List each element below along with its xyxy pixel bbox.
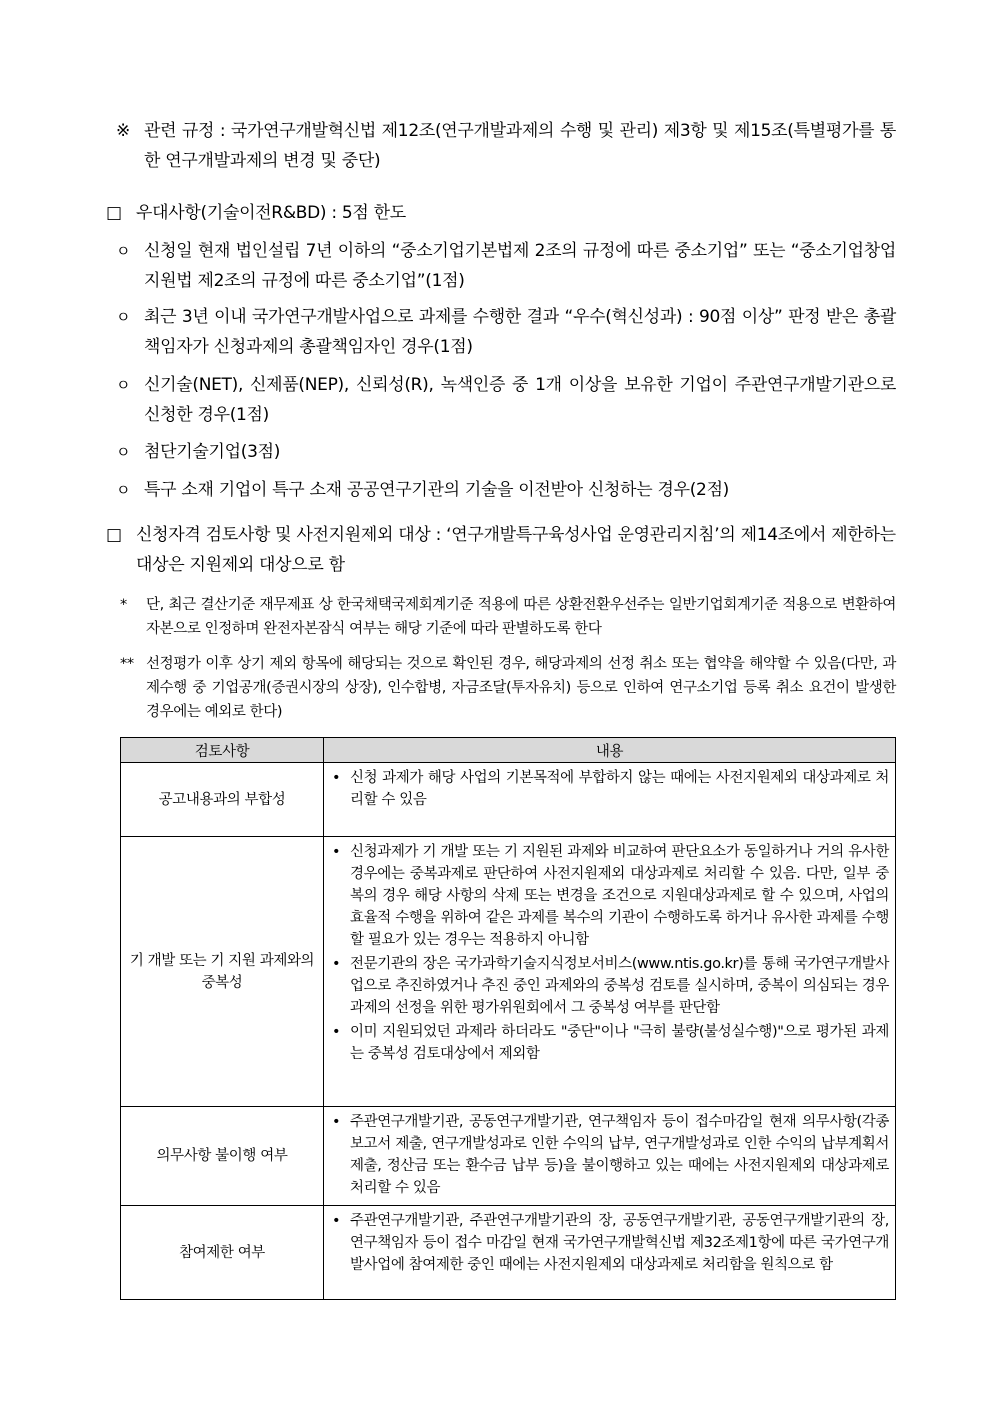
review-content <box>324 1206 896 1300</box>
review-item: 공고내용과의 부합성 <box>121 763 324 837</box>
preference-section-heading <box>106 198 896 228</box>
table-row <box>121 1206 896 1300</box>
column-header: 내용 <box>324 738 896 763</box>
footnote-text: 선정평가 이후 상기 제외 항목에 해당되는 것으로 확인된 경우, 해당과제의 선정 취소 또는 협약을 해약할 수 있음(다만, 과제수행 중 기업공개(증권시장의 상장), 인수합병, 자금조달(투자유치) 등으로 인하여 연구소기업 등록 취소 요건이 발생한 경우에는 예외로 한다) <box>146 656 896 720</box>
content-text: 전문기관의 장은 국가과학기술지식정보서비스(www.ntis.go.kr)를 통해 국가연구개발사업으로 추진하였거나 추진 중인 과제와의 중복성 검토를 실시하며, 중복이 의심되는 경우 과제의 선정을 위한 평가위원회에서 그 중복성 여부를 판단함 <box>350 956 889 1016</box>
content-bullet <box>330 953 889 1019</box>
related-rule-note <box>116 116 896 176</box>
eligibility-heading: 신청자격 검토사항 및 사전지원제외 대상 : ‘연구개발특구육성사업 운영관리지침’의 제14조에서 제한하는 대상은 지원제외 대상으로 함 <box>136 525 896 575</box>
preference-heading: 우대사항(기술이전R&BD) : 5점 한도 <box>136 203 406 223</box>
preference-item <box>116 475 896 505</box>
circle-bullet-icon: ㅇ <box>116 376 131 394</box>
review-content <box>324 837 896 1107</box>
preference-item <box>116 236 896 296</box>
preference-item <box>116 437 896 467</box>
checkbox-square-icon: □ <box>106 525 122 545</box>
asterisk-mark: * <box>120 597 127 613</box>
content-text: 신청과제가 기 개발 또는 기 지원된 과제와 비교하여 판단요소가 동일하거나 거의 유사한 경우에는 중복과제로 판단하여 사전지원제외 대상과제로 처리할 수 있음. 다만, 일부 중복의 경우 해당 사항의 삭제 또는 변경을 조건으로 지원대상과제로 할 수 있으며, 사업의 효율적 수행을 위하여 같은 과제를 복수의 기관이 수행하도록 하거나 유사한 과제를 수행할 필요가 있는 경우는 적용하지 아니함 <box>350 844 889 948</box>
review-content <box>324 1107 896 1206</box>
review-criteria-table <box>120 737 896 1300</box>
content-bullet <box>330 1111 889 1199</box>
bullet-dot-icon: • <box>332 1024 341 1040</box>
content-bullet <box>330 1210 889 1276</box>
preference-item <box>116 370 896 430</box>
preference-item-text: 신기술(NET), 신제품(NEP), 신뢰성(R), 녹색인증 중 1개 이상을 보유한 기업이 주관연구개발기관으로 신청한 경우(1점) <box>144 375 896 425</box>
review-item: 기 개발 또는 기 지원 과제와의 중복성 <box>121 837 324 1107</box>
bullet-dot-icon: • <box>332 844 341 860</box>
table-row <box>121 763 896 837</box>
content-bullet <box>330 841 889 951</box>
double-asterisk-mark: ** <box>120 656 134 672</box>
reference-mark: ※ <box>116 121 130 141</box>
eligibility-section-heading <box>106 520 896 580</box>
related-rule-text: 관련 규정 : 국가연구개발혁신법 제12조(연구개발과제의 수행 및 관리) 제3항 및 제15조(특별평가를 통한 연구개발과제의 변경 및 중단) <box>144 121 896 171</box>
review-content <box>324 763 896 837</box>
footnote-text: 단, 최근 결산기준 재무제표 상 한국채택국제회계기준 적용에 따른 상환전환우선주는 일반기업회계기준 적용으로 변환하여 자본으로 인정하며 완전자본잠식 여부는 해당 기준에 따라 판별하도록 한다 <box>146 597 896 637</box>
review-item: 참여제한 여부 <box>121 1206 324 1300</box>
circle-bullet-icon: ㅇ <box>116 481 131 499</box>
table-row <box>121 837 896 1107</box>
footnote <box>120 593 896 641</box>
bullet-dot-icon: • <box>332 1213 341 1229</box>
bullet-dot-icon: • <box>332 1114 341 1130</box>
table-header-row <box>121 738 896 763</box>
circle-bullet-icon: ㅇ <box>116 308 131 326</box>
content-text: 주관연구개발기관, 주관연구개발기관의 장, 공동연구개발기관, 공동연구개발기관의 장, 연구책임자 등이 접수 마감일 현재 국가연구개발혁신법 제32조제1항에 따른 국가연구개발사업에 참여제한 중인 때에는 사전지원제외 대상과제로 처리함을 원칙으로 함 <box>350 1213 889 1273</box>
column-header: 검토사항 <box>121 738 324 763</box>
circle-bullet-icon: ㅇ <box>116 443 131 461</box>
bullet-dot-icon: • <box>332 956 341 972</box>
bullet-dot-icon: • <box>332 770 341 786</box>
table-row <box>121 1107 896 1206</box>
content-bullet <box>330 1021 889 1065</box>
preference-item-text: 첨단기술기업(3점) <box>144 442 281 462</box>
preference-item-text: 최근 3년 이내 국가연구개발사업으로 과제를 수행한 결과 “우수(혁신성과) : 90점 이상” 판정 받은 총괄책임자가 신청과제의 총괄책임자인 경우(1점) <box>144 307 896 357</box>
footnote <box>120 652 896 724</box>
content-text: 이미 지원되었던 과제라 하더라도 "중단"이나 "극히 불량(불성실수행)"으로 평가된 과제는 중복성 검토대상에서 제외함 <box>350 1024 889 1062</box>
preference-item-text: 신청일 현재 법인설립 7년 이하의 “중소기업기본법제 2조의 규정에 따른 중소기업” 또는 “중소기업창업지원법 제2조의 규정에 따른 중소기업”(1점) <box>144 241 896 291</box>
checkbox-square-icon: □ <box>106 203 122 223</box>
circle-bullet-icon: ㅇ <box>116 242 131 260</box>
preference-item-text: 특구 소재 기업이 특구 소재 공공연구기관의 기술을 이전받아 신청하는 경우(2점) <box>144 480 730 500</box>
content-text: 신청 과제가 해당 사업의 기본목적에 부합하지 않는 때에는 사전지원제외 대상과제로 처리할 수 있음 <box>350 770 889 808</box>
content-bullet <box>330 767 889 811</box>
preference-item <box>116 302 896 362</box>
content-text: 주관연구개발기관, 공동연구개발기관, 연구책임자 등이 접수마감일 현재 의무사항(각종 보고서 제출, 연구개발성과로 인한 수익의 납부, 연구개발성과로 인한 수익의 납부계획서 제출, 정산금 또는 환수금 납부 등)을 불이행하고 있는 때에는 사전지원제외 대상과제로 처리할 수 있음 <box>350 1114 889 1196</box>
review-item: 의무사항 불이행 여부 <box>121 1107 324 1206</box>
